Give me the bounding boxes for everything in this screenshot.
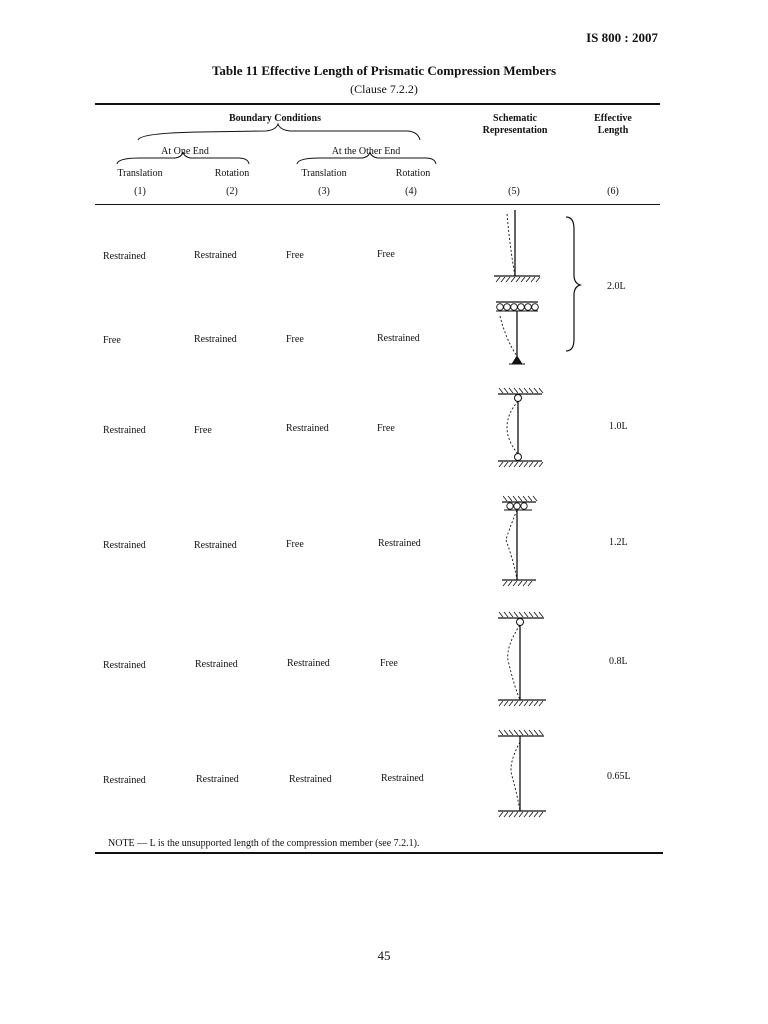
effective-length-0-65: 0.65L	[607, 771, 631, 782]
schematic-fixed-roller	[496, 492, 546, 592]
table-clause: (Clause 7.2.2)	[350, 82, 418, 96]
row4-col1: Restrained	[103, 540, 146, 551]
effective-length-2-0: 2.0L	[607, 281, 626, 292]
schematic-fixed-free	[488, 208, 548, 288]
col-num-4: (4)	[405, 186, 417, 197]
header-translation-1: Translation	[117, 168, 163, 179]
header-effective-length: Effective Length	[594, 113, 632, 136]
row2-col3: Free	[286, 334, 304, 345]
col-num-6: (6)	[607, 186, 619, 197]
table-note: NOTE — L is the unsupported length of the compression member (see 7.2.1).	[108, 838, 420, 849]
page-number: 45	[377, 948, 391, 963]
row3-col2: Free	[194, 425, 212, 436]
row1-col2: Restrained	[194, 250, 237, 261]
schematic-pinned-roller	[488, 300, 548, 372]
header-at-one-end: At One End	[161, 146, 209, 157]
header-rotation-2: Rotation	[214, 168, 250, 179]
row4-col2: Restrained	[194, 540, 237, 551]
row5-col1: Restrained	[103, 660, 146, 671]
table-title: Table 11 Effective Length of Prismatic Compression Members	[211, 63, 557, 78]
row1-col4: Free	[377, 249, 395, 260]
row5-col2: Restrained	[195, 659, 238, 670]
schematic-fixed-fixed	[492, 726, 552, 826]
row6-col4: Restrained	[381, 773, 424, 784]
row1-col3: Free	[286, 250, 304, 261]
schematic-pinned-pinned	[490, 382, 550, 470]
row3-col4: Free	[377, 423, 395, 434]
header-schematic: Schematic Representation	[482, 113, 548, 136]
header-braces	[0, 0, 768, 220]
col-num-1: (1)	[134, 186, 146, 197]
standard-code: IS 800 : 2007	[586, 30, 658, 45]
effective-length-1-2: 1.2L	[609, 537, 628, 548]
col-num-3: (3)	[318, 186, 330, 197]
effective-length-brace	[562, 215, 592, 355]
effective-length-0-8: 0.8L	[609, 656, 628, 667]
table-bottom-rule	[95, 852, 663, 854]
row6-col2: Restrained	[196, 774, 239, 785]
col-num-5: (5)	[508, 186, 520, 197]
schematic-fixed-pinned	[492, 608, 552, 718]
header-boundary-conditions: Boundary Conditions	[229, 113, 321, 124]
row4-col4: Restrained	[378, 538, 421, 549]
row2-col2: Restrained	[194, 334, 237, 345]
row6-col3: Restrained	[289, 774, 332, 785]
header-rotation-4: Rotation	[395, 168, 431, 179]
row5-col3: Restrained	[287, 658, 330, 669]
header-at-other-end: At the Other End	[331, 146, 401, 157]
effective-length-1-0: 1.0L	[609, 421, 628, 432]
row1-col1: Restrained	[103, 251, 146, 262]
row5-col4: Free	[380, 658, 398, 669]
row6-col1: Restrained	[103, 775, 146, 786]
row2-col4: Restrained	[377, 333, 420, 344]
header-translation-3: Translation	[301, 168, 347, 179]
col-num-2: (2)	[226, 186, 238, 197]
row2-col1: Free	[103, 335, 121, 346]
row4-col3: Free	[286, 539, 304, 550]
row3-col3: Restrained	[286, 423, 329, 434]
row3-col1: Restrained	[103, 425, 146, 436]
